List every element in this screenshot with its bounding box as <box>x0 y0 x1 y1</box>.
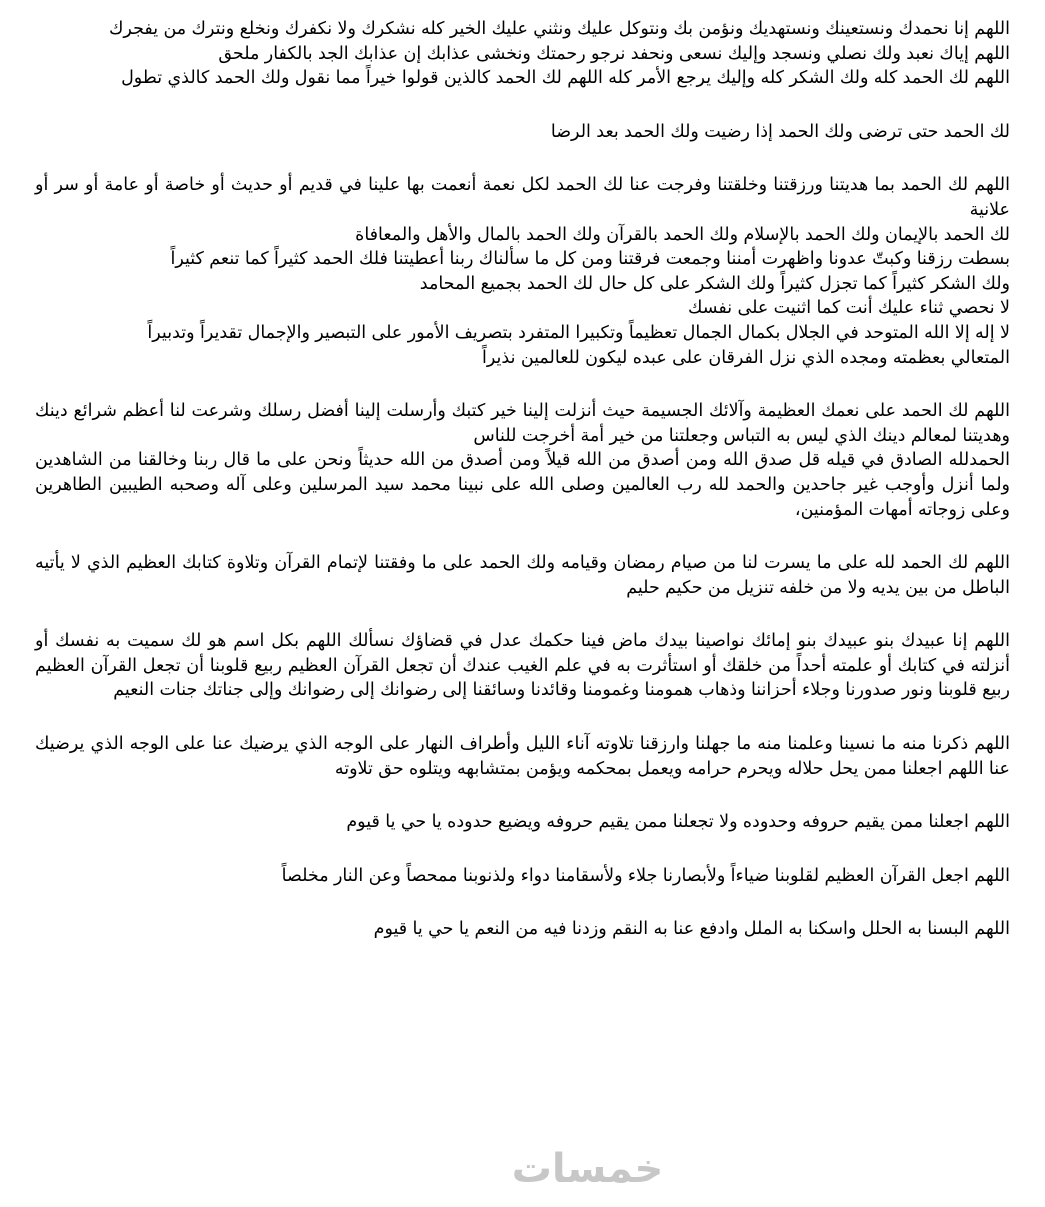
text-line: اللهم اجعل القرآن العظيم لقلوبنا ضياءاً ولأبصارنا جلاء ولأسقامنا دواء ولذنوبنا ممحصاً وعن النار مخلصاً <box>281 864 1010 885</box>
paragraph <box>35 550 1010 599</box>
text-line: اللهم البسنا به الحلل واسكنا به الملل وادفع عنا به النقم وزدنا فيه من النعم يا حي يا قيوم <box>373 918 1010 939</box>
text-line: اللهم إنا عبيدك بنو عبيدك بنو إمائك نواصينا بيدك ماض فينا حكمك عدل في قضاؤك نسألك اللهم بكل اسم هو لك سميت به نفسك أو أنزلته في كتابك أو علمته أحداً من خلقك أو استأثرت به في علم الغيب عندك أن تجعل القرآن العظيم ربيع قلوبنا أن تجعل القرآن العظيم ربيع قلوبنا ونور صدورنا وجلاء أحزاننا وذهاب همومنا وغمومنا وقائدنا وسائقنا إلى رضوانك إلى رضوانك وإلى جناتك جنات النعيم <box>35 630 1010 700</box>
text-line: اللهم لك الحمد على نعمك العظيمة وآلائك الجسيمة حيث أنزلت إلينا خير كتبك وأرسلت إلينا أفضل رسلك وشرعت لنا أعظم شرائع دينك وهديتنا لمعالم دينك الذي ليس به التباس وجعلتنا من خير أمة أخرجت للناس <box>35 400 1010 445</box>
text-line: الحمدلله الصادق في قيله قل صدق الله ومن أصدق من الله قيلاً ومن أصدق من الله حديثاً ونحن على ما قال ربنا وخالقنا من الشاهدين ولما أنزل وأوجب غير جاحدين والحمد لله رب العالمين وصلى الله على نبينا محمد سيد المرسلين وعلى آله وصحبه الطيبين الطاهرين وعلى زوجاته أمهات المؤمنين، <box>35 449 1010 519</box>
text-line: اللهم إنا نحمدك ونستعينك ونستهديك ونؤمن بك ونتوكل عليك ونثني عليك الخير كله نشكرك ولا نكفرك ونخلع ونترك من يفجرك <box>109 18 1010 38</box>
text-line: اللهم ذكرنا منه ما نسينا وعلمنا منه ما جهلنا وارزقنا تلاوته آناء الليل وأطراف النهار على الوجه الذي يرضيك عنا على الوجه الذي يرضيك عنا اللهم اجعلنا ممن يحل حلاله ويحرم حرامه ويعمل بمحكمه ويؤمن بمتشابهه ويتلوه حق تلاوته <box>35 733 1010 778</box>
text-line: اللهم لك الحمد بما هديتنا ورزقتنا وخلقتنا وفرجت عنا لك الحمد لكل نعمة أنعمت بها علينا في قديم أو حديث أو خاصة أو عامة أو سر أو علانية <box>35 174 1010 219</box>
text-line: ولك الشكر كثيراً كما تجزل كثيراً ولك الشكر على كل حال لك الحمد بجميع المحامد <box>419 272 1010 293</box>
paragraph <box>35 16 1010 90</box>
text-line: بسطت رزقنا وكبتّ عدونا واظهرت أمننا وجمعت فرقتنا ومن كل ما سألناك ربنا أعطيتنا فلك الحمد كثيراً كما تنعم كثيراً <box>170 248 1010 269</box>
paragraph <box>35 809 1010 834</box>
paragraph <box>35 731 1010 780</box>
text-line: المتعالي بعظمته ومجده الذي نزل الفرقان على عبده ليكون للعالمين نذيراً <box>482 346 1010 367</box>
text-line: لك الحمد بالإيمان ولك الحمد بالإسلام ولك الحمد بالقرآن ولك الحمد بالمال والأهل والمعافاة <box>355 223 1010 244</box>
text-line: اللهم اجعلنا ممن يقيم حروفه وحدوده ولا تجعلنا ممن يقيم حروفه ويضيع حدوده يا حي يا قيوم <box>346 811 1010 832</box>
text-line: لك الحمد حتى ترضى ولك الحمد إذا رضيت ولك الحمد بعد الرضا <box>550 120 1010 141</box>
paragraph <box>35 172 1010 369</box>
paragraph <box>35 916 1010 941</box>
paragraph <box>35 398 1010 521</box>
khamsat-watermark: خمسات <box>511 1146 664 1192</box>
paragraph <box>35 628 1010 702</box>
text-line: اللهم لك الحمد لله على ما يسرت لنا من صيام رمضان وقيامه ولك الحمد على ما وفقتنا لإتمام القرآن وتلاوة كتابك العظيم الذي لا يأتيه الباطل من بين يديه ولا من خلفه تنزيل من حكيم حليم <box>35 552 1010 597</box>
text-line: اللهم إياك نعبد ولك نصلي ونسجد وإليك نسعى ونحفد نرجو رحمتك ونخشى عذابك إن عذابك الجد بالكفار ملحق <box>218 42 1010 63</box>
text-line: لا إله إلا الله المتوحد في الجلال بكمال الجمال تعظيماً وتكبيرا المتفرد بتصريف الأمور على التبصير والإجمال تقديراً وتدبيراً <box>147 321 1010 342</box>
paragraph <box>35 119 1010 144</box>
text-line: اللهم لك الحمد كله ولك الشكر كله وإليك يرجع الأمر كله اللهم لك الحمد كالذين قولوا خيراً مما نقول ولك الحمد كالذي تطول <box>121 67 1010 88</box>
paragraph <box>35 863 1010 888</box>
text-line: لا نحصي ثناء عليك أنت كما اثنيت على نفسك <box>688 297 1010 318</box>
